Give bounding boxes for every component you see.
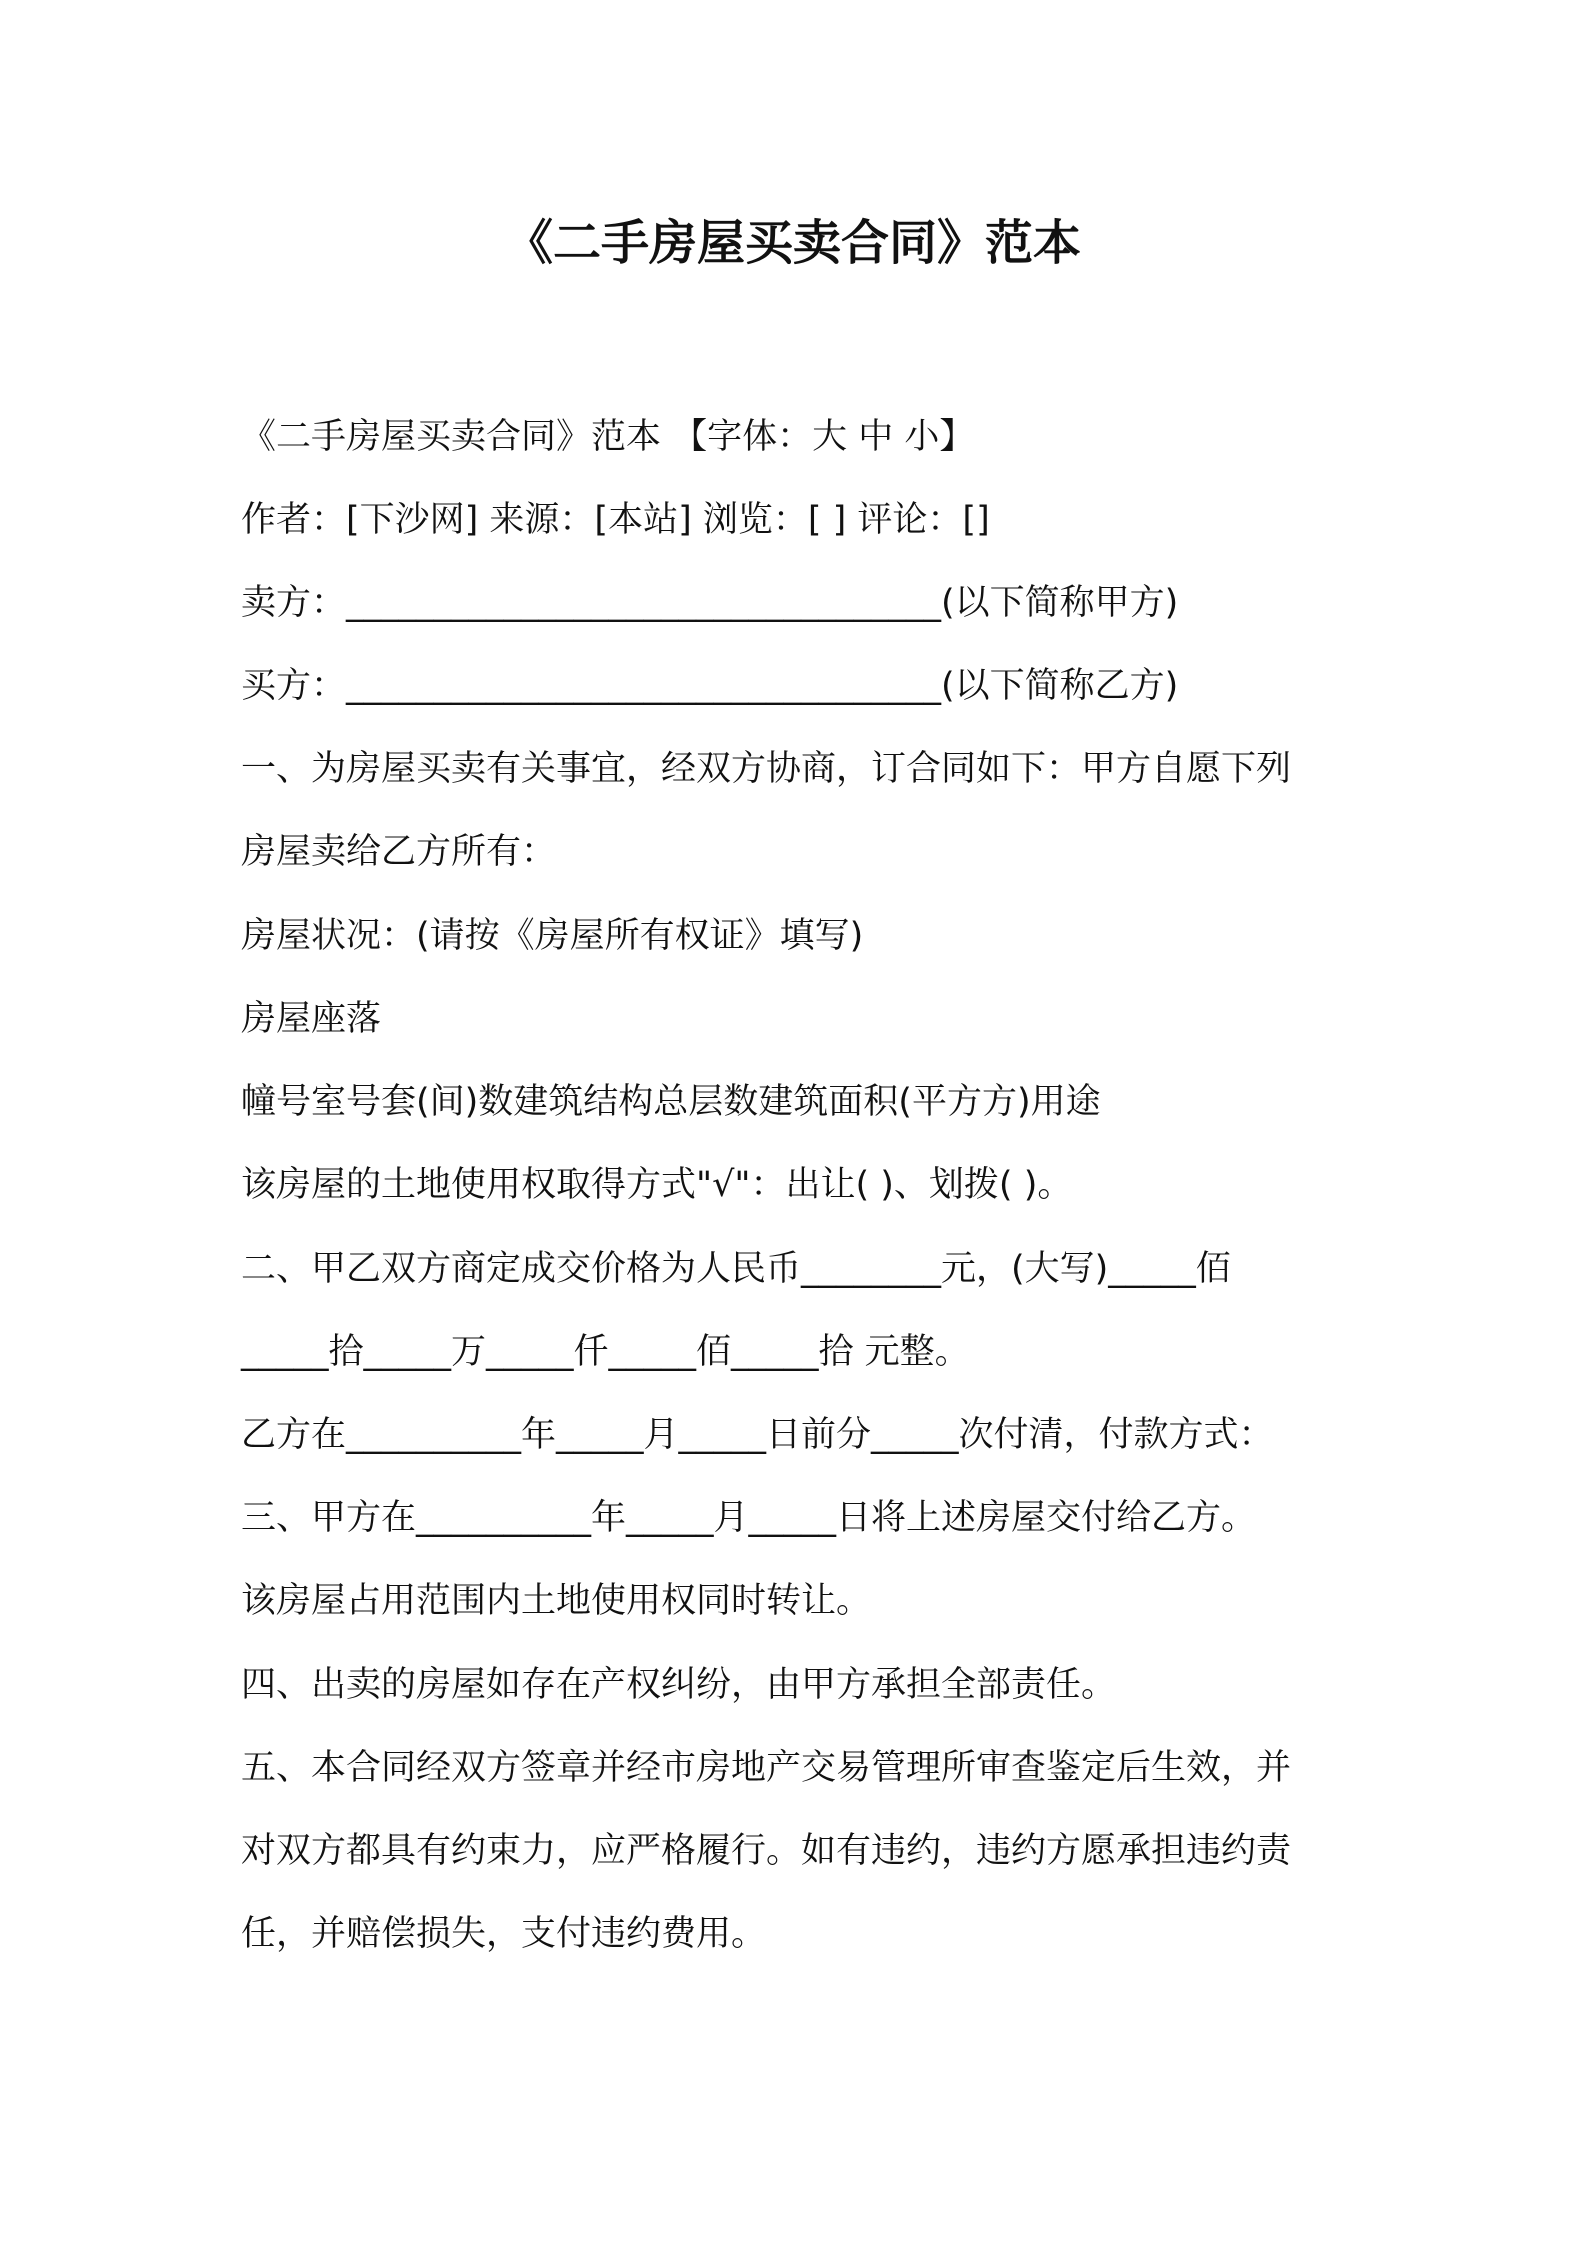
clause-5-line-3: 任，并赔偿损失，支付违约费用。 [241,1914,767,1954]
meta-line: 作者：[下沙网] 来源：[本站] 浏览：[ ] 评论：[] [241,500,990,540]
property-location-line: 房屋座落 [241,999,382,1039]
clause-3-line-2: 该房屋占用范围内土地使用权同时转让。 [241,1581,872,1621]
buyer-line: 买方：__________________________________(以下简称乙方) [241,666,1179,706]
clause-2-line-2: _____拾_____万_____仟_____佰_____拾 元整。 [241,1332,970,1372]
clause-4-line: 四、出卖的房屋如存在产权纠纷，由甲方承担全部责任。 [241,1665,1117,1705]
property-status-line: 房屋状况：(请按《房屋所有权证》填写) [241,916,864,956]
clause-2-line-1: 二、甲乙双方商定成交价格为人民币________元，(大写)_____佰 [241,1249,1231,1289]
clause-1-line-1: 一、为房屋买卖有关事宜，经双方协商，订合同如下：甲方自愿下列 [241,749,1292,789]
seller-line: 卖方：__________________________________(以下简称甲方) [241,583,1179,623]
clause-1-line-2: 房屋卖给乙方所有： [241,832,557,872]
property-fields-line: 幢号室号套(间)数建筑结构总层数建筑面积(平方方)用途 [241,1082,1101,1122]
clause-5-line-2: 对双方都具有约束力，应严格履行。如有违约，违约方愿承担违约责 [241,1831,1292,1871]
document-title: 《二手房屋买卖合同》范本 [504,215,1081,271]
payment-line: 乙方在__________年_____月_____日前分_____次付清，付款方式： [241,1415,1274,1455]
land-right-line: 该房屋的土地使用权取得方式"√"：出让( )、划拨( )。 [241,1165,1073,1205]
subtitle-line: 《二手房屋买卖合同》范本 【字体：大 中 小】 [241,417,975,457]
clause-5-line-1: 五、本合同经双方签章并经市房地产交易管理所审查鉴定后生效，并 [241,1748,1292,1788]
clause-3-line-1: 三、甲方在__________年_____月_____日将上述房屋交付给乙方。 [241,1498,1257,1538]
